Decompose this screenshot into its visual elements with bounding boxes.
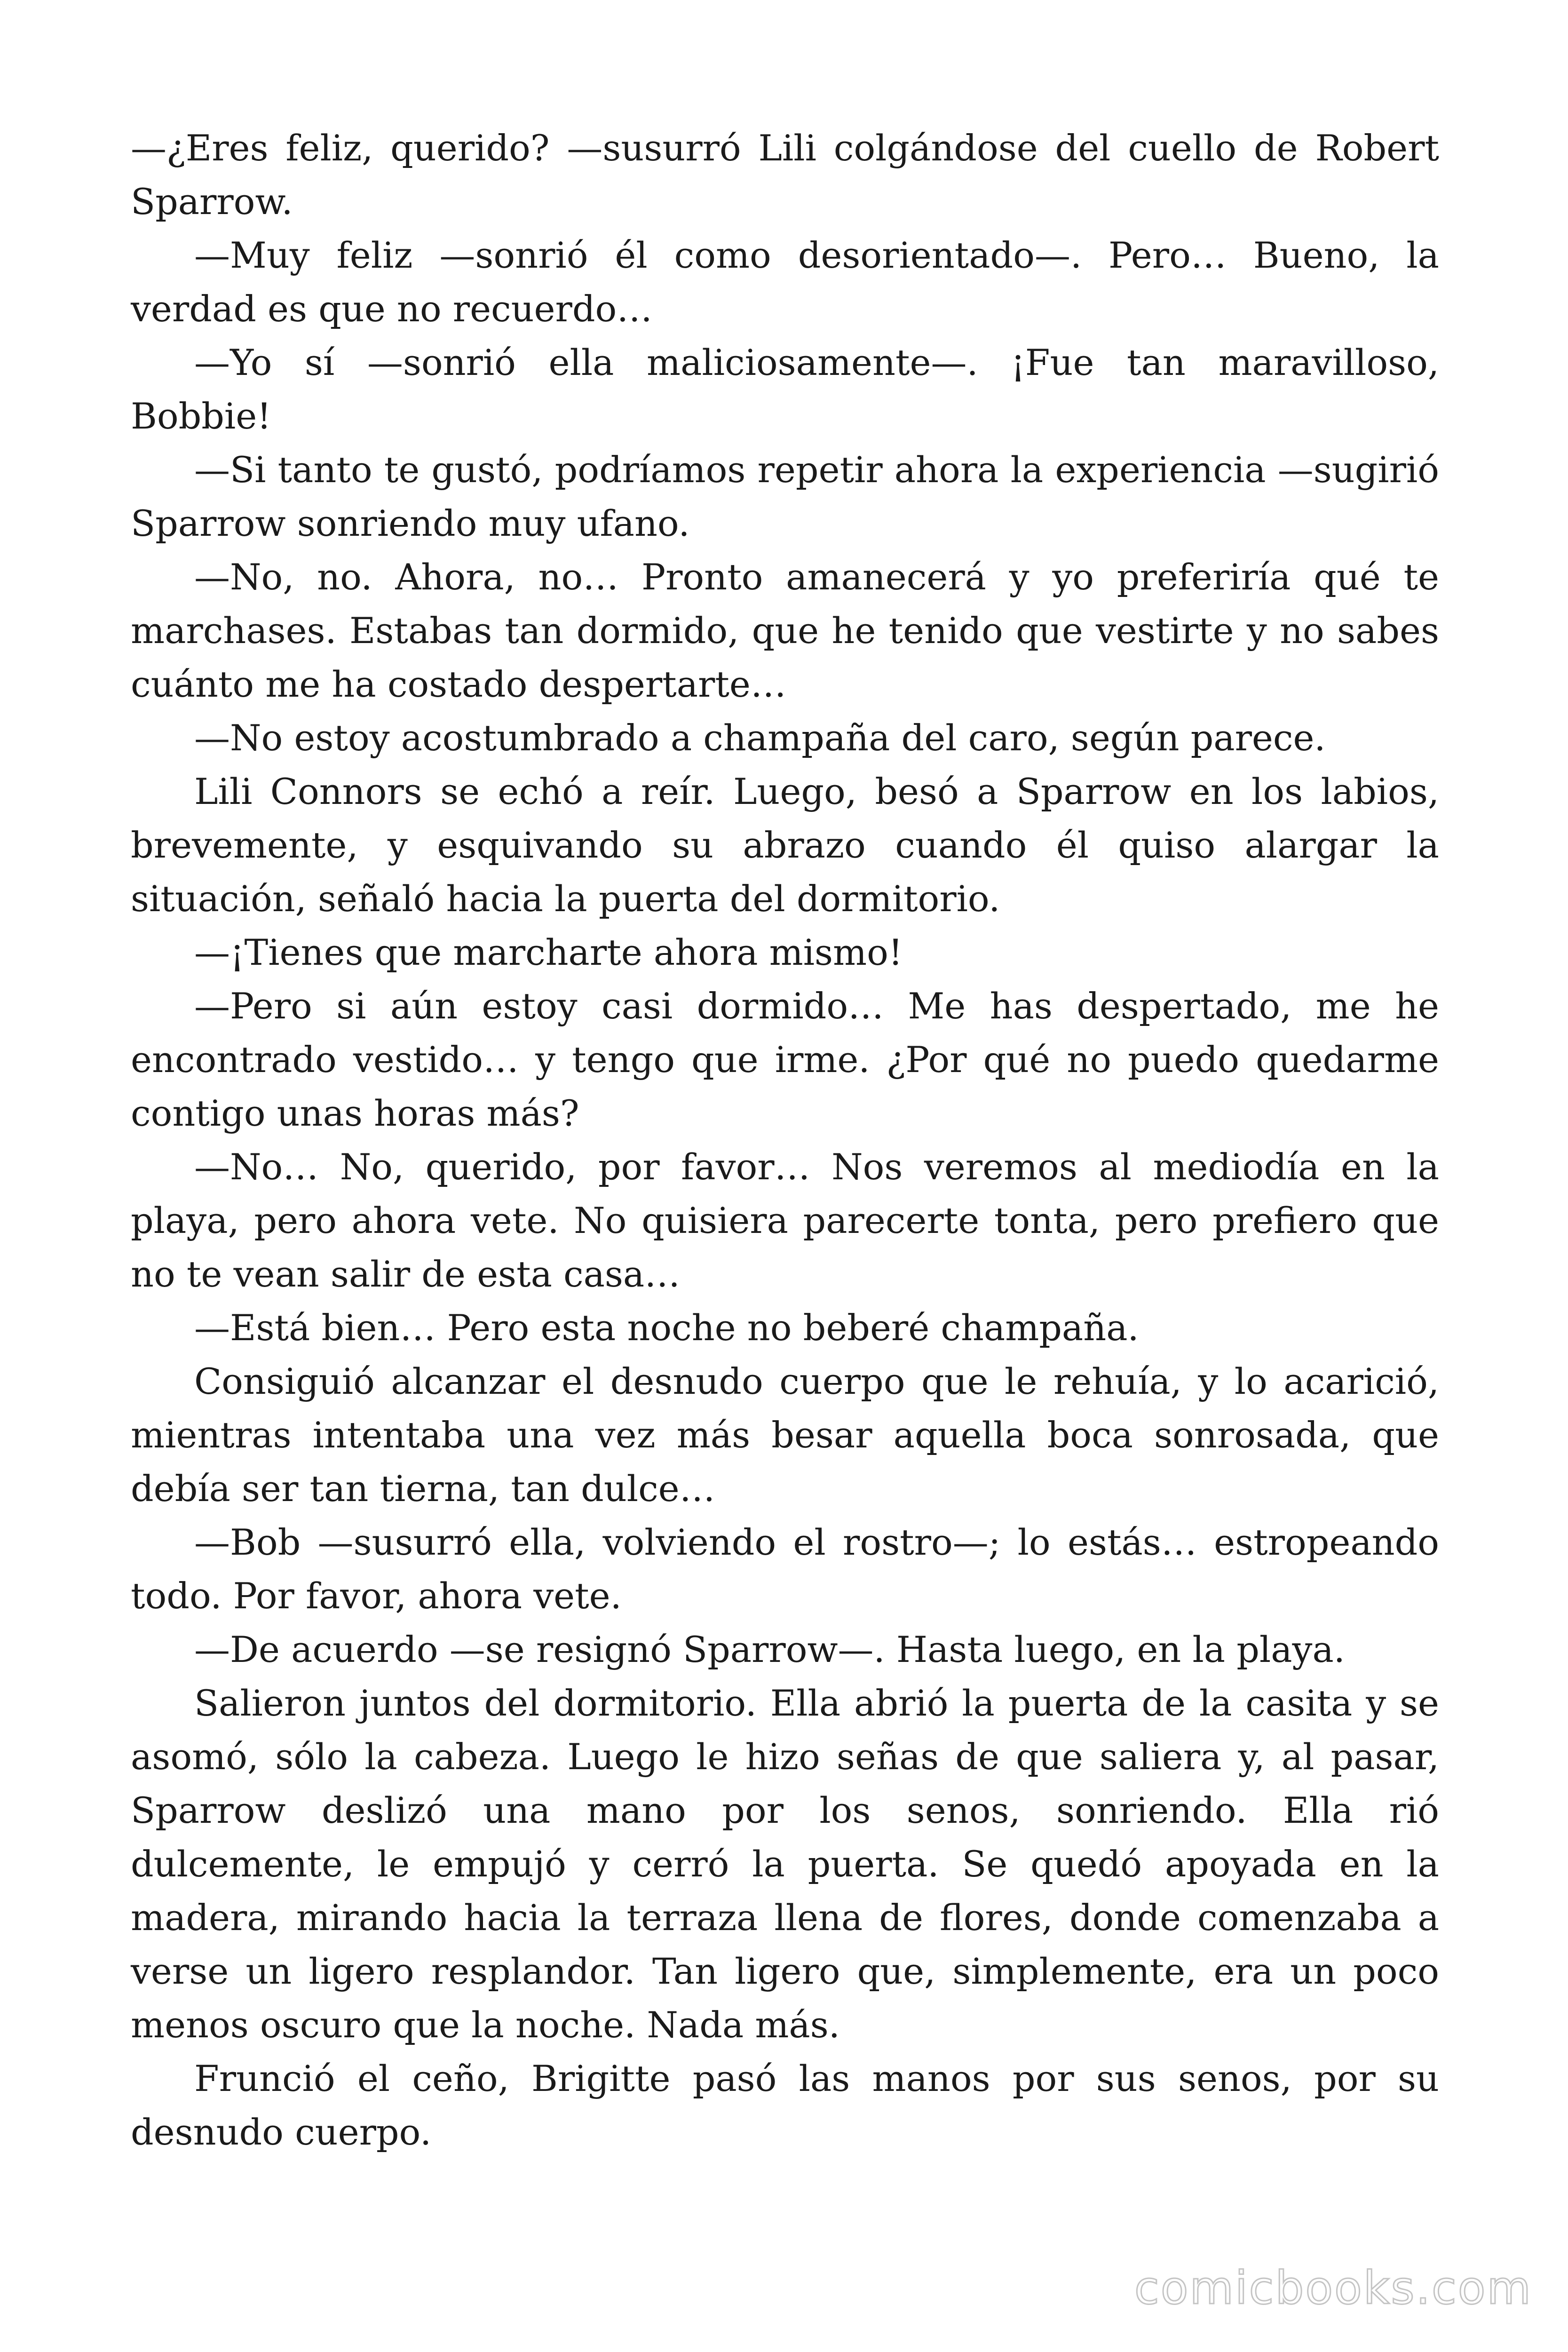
paragraph: —Bob —susurró ella, volviendo el rostro—; lo estás… estropeando todo. Por favor, ahora vete. [131, 1521, 1439, 1617]
watermark: comicbooks.com [1134, 2262, 1532, 2314]
paragraph: Consiguió alcanzar el desnudo cuerpo que le rehuía, y lo acarició, mientras intentaba una vez más besar aquella boca sonrosada, que debía ser tan tierna, tan dulce… [131, 1360, 1439, 1510]
paragraph: —No, no. Ahora, no… Pronto amanecerá y yo preferiría qué te marchases. Estabas tan dormido, que he tenido que vestirte y no sabes cuánto me ha costado despertarte… [131, 556, 1439, 705]
paragraph: —Muy feliz —sonrió él como desorientado—. Pero… Bueno, la verdad es que no recuerdo… [131, 234, 1439, 330]
paragraph: —¡Tienes que marcharte ahora mismo! [194, 931, 903, 973]
paragraph: —Si tanto te gustó, podríamos repetir ahora la experiencia —sugirió Sparrow sonriendo muy ufano. [131, 449, 1439, 544]
paragraph: —No… No, querido, por favor… Nos veremos al mediodía en la playa, pero ahora vete. No quisiera parecerte tonta, pero prefiero que no te vean salir de esta casa… [131, 1146, 1439, 1295]
paragraph: Lili Connors se echó a reír. Luego, besó a Sparrow en los labios, brevemente, y esquivando su abrazo cuando él quiso alargar la situación, señaló hacia la puerta del dormitorio. [131, 771, 1439, 920]
paragraph: —Yo sí —sonrió ella maliciosamente—. ¡Fue tan maravilloso, Bobbie! [131, 342, 1439, 437]
paragraph: Salieron juntos del dormitorio. Ella abrió la puerta de la casita y se asomó, sólo la cabeza. Luego le hizo señas de que saliera y, al pasar, Sparrow deslizó una mano por los senos, sonriendo. Ella rió dulcemente, le empujó y cerró la puerta. Se quedó apoyada en la madera, mirando hacia la terraza llena de flores, donde comenzaba a verse un ligero resplandor. Tan ligero que, simplemente, era un poco menos oscuro que la noche. Nada más. [131, 1682, 1439, 2046]
paragraph: —Está bien… Pero esta noche no beberé champaña. [194, 1307, 1139, 1349]
paragraph: —De acuerdo —se resignó Sparrow—. Hasta luego, en la playa. [194, 1629, 1345, 1670]
body-text [131, 121, 1439, 2159]
paragraph: Frunció el ceño, Brigitte pasó las manos por sus senos, por su desnudo cuerpo. [131, 2058, 1439, 2153]
paragraph: —No estoy acostumbrado a champaña del caro, según parece. [194, 717, 1326, 759]
paragraph: —Pero si aún estoy casi dormido… Me has despertado, me he encontrado vestido… y tengo que irme. ¿Por qué no puedo quedarme contigo unas horas más? [131, 985, 1439, 1134]
paragraph: —¿Eres feliz, querido? —susurró Lili colgándose del cuello de Robert Sparrow. [131, 127, 1439, 222]
